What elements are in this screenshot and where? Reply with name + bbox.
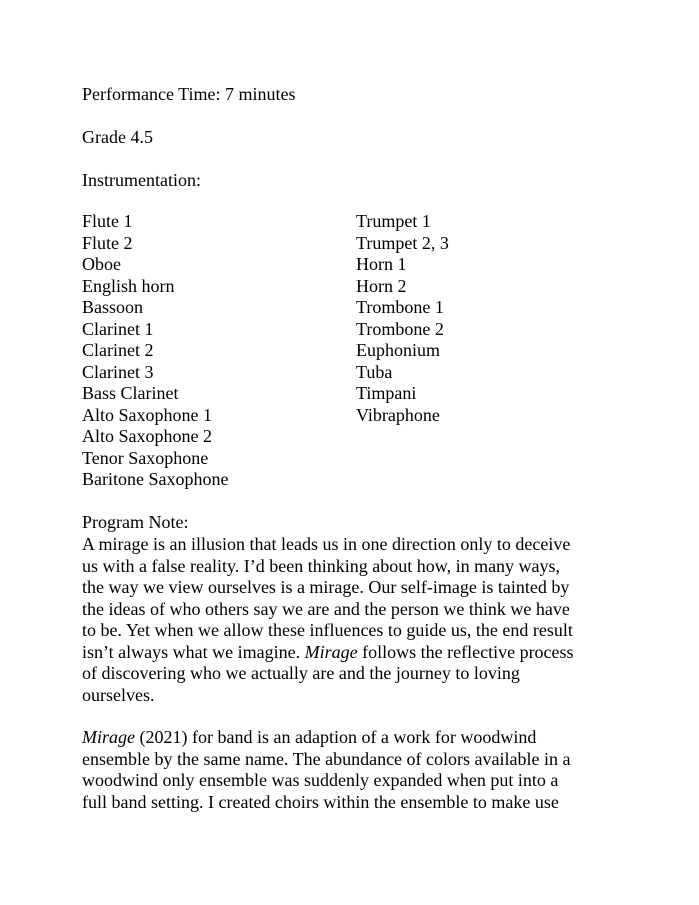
work-title-italic: Mirage xyxy=(304,641,358,662)
program-note-line-mixed xyxy=(82,642,622,664)
instrument-item: Oboe xyxy=(82,254,121,274)
adaptation-line: woodwind only ensemble was suddenly expanded when put into a xyxy=(82,770,559,790)
adaptation-line: ensemble by the same name. The abundance of colors available in a xyxy=(82,748,571,769)
instrument-item: Tenor Saxophone xyxy=(82,447,209,468)
instrument-item: Alto Saxophone 2 xyxy=(82,426,212,446)
instrument-item: Flute 1 xyxy=(82,211,133,231)
performance-time: Performance Time: 7 minutes xyxy=(82,84,296,104)
instrument-item: English horn xyxy=(82,275,175,296)
program-note-line: A mirage is an illusion that leads us in one direction only to deceive xyxy=(82,534,571,554)
program-note-line: us with a false reality. I’d been thinking about how, in many ways, xyxy=(82,555,561,576)
program-note-body xyxy=(82,534,622,706)
instrument-item: Bassoon xyxy=(82,297,144,317)
instrument-item: Alto Saxophone 1 xyxy=(82,404,212,425)
instrument-item: Trombone 2 xyxy=(356,318,444,339)
adaptation-line: full band setting. I created choirs within the ensemble to make use xyxy=(82,791,559,812)
instrument-list-right xyxy=(356,211,449,426)
instrument-item: Tuba xyxy=(356,361,393,382)
instrument-item: Vibraphone xyxy=(356,404,440,425)
program-note-text: follows the reflective process xyxy=(362,641,574,662)
program-note-line: the ideas of who others say we are and the person we think we have xyxy=(82,598,570,619)
instrument-item: Trombone 1 xyxy=(356,297,444,317)
instrument-item: Baritone Saxophone xyxy=(82,469,229,489)
grade: Grade 4.5 xyxy=(82,127,153,147)
instrument-item: Flute 2 xyxy=(82,232,133,253)
instrument-item: Clarinet 3 xyxy=(82,361,154,382)
instrument-item: Bass Clarinet xyxy=(82,383,179,403)
instrument-item: Clarinet 1 xyxy=(82,318,154,339)
adaptation-text: (2021) for band is an adaption of a work for woodwind xyxy=(139,727,537,747)
program-note-line: of discovering who we actually are and the journey to loving xyxy=(82,663,520,683)
instrumentation-heading: Instrumentation: xyxy=(82,170,201,190)
adaptation-line-mixed xyxy=(82,727,622,749)
instrument-item: Horn 1 xyxy=(356,254,407,274)
program-note-line: to be. Yet when we allow these influences to guide us, the end result xyxy=(82,620,573,640)
program-note-line: ourselves. xyxy=(82,684,155,705)
instrument-item: Timpani xyxy=(356,383,417,403)
instrument-item: Trumpet 1 xyxy=(356,211,431,231)
instrument-item: Clarinet 2 xyxy=(82,340,154,360)
instrument-item: Euphonium xyxy=(356,340,440,360)
instrument-list-left xyxy=(82,211,228,491)
work-title-italic: Mirage xyxy=(82,727,135,747)
program-note-line: the way we view ourselves is a mirage. Our self-image is tainted by xyxy=(82,577,570,597)
program-note-text: isn’t always what we imagine. xyxy=(82,641,301,662)
instrument-item: Trumpet 2, 3 xyxy=(356,232,449,253)
instrument-item: Horn 2 xyxy=(356,275,407,296)
adaptation-paragraph xyxy=(82,727,622,813)
program-note-heading: Program Note: xyxy=(82,512,189,532)
